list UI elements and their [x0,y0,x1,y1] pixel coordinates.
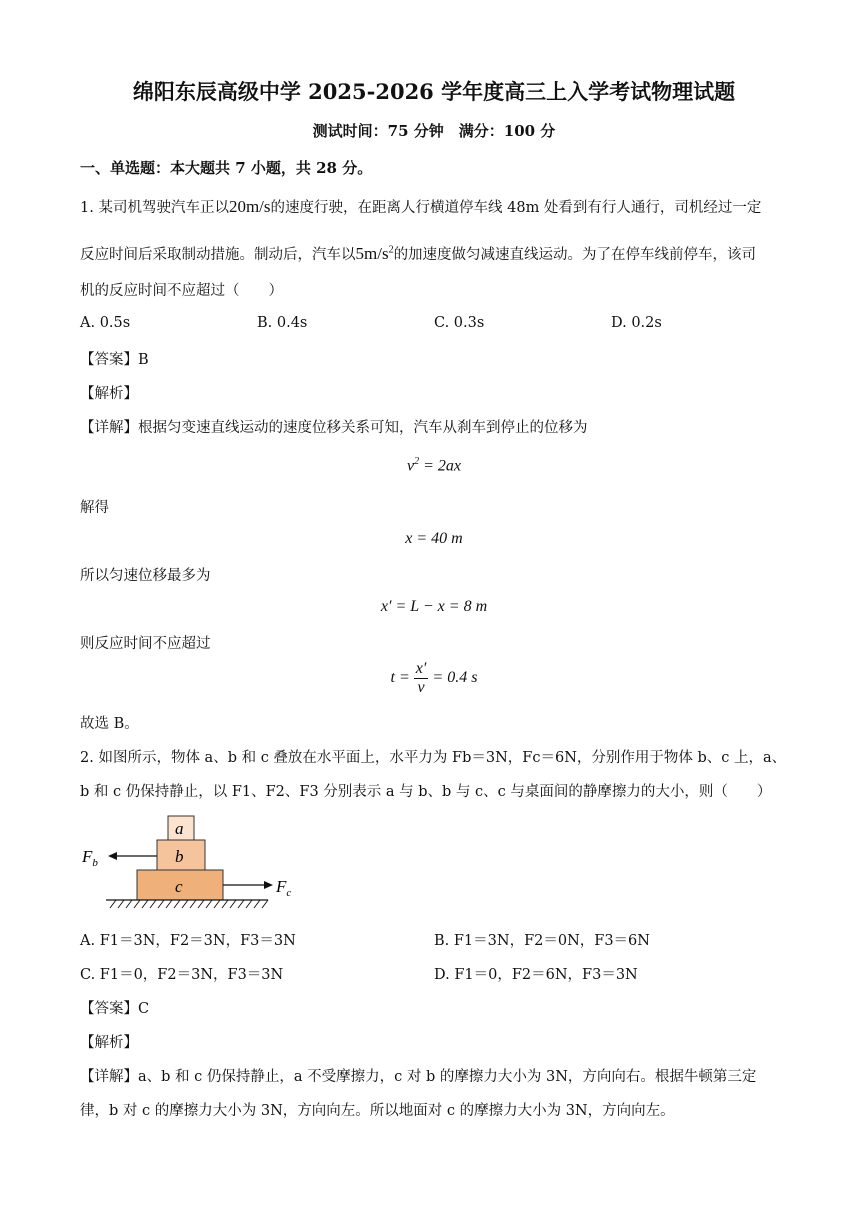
q2-option-a: A. F1＝3N，F2＝3N，F3＝3N [80,933,296,949]
q2-line-2: b 和 c 仍保持静止，以 F1、F2、F3 分别表示 a 与 b、b 与 c、c 与桌面间的静摩擦力的大小，则（ ） [80,784,772,800]
section-heading: 一、单选题：本大题共 7 小题，共 28 分。 [80,159,373,177]
q1-uniform: 所以匀速位移最多为 [80,568,211,584]
q1-reaction: 则反应时间不应超过 [80,636,211,652]
q1-equation-2: x = 40 m [405,530,463,547]
q2-option-b: B. F1＝3N，F2＝0N，F3＝6N [434,933,650,949]
q1-equation-3: x′ = L − x = 8 m [380,598,488,615]
q2-line-1: 2. 如图所示，物体 a、b 和 c 叠放在水平面上，水平力为 Fb＝3N，Fc＝6N，分别作用于物体 b、c 上，a、 [80,750,787,766]
q2-detail-1: 【详解】a、b 和 c 仍保持静止，a 不受摩擦力，c 对 b 的摩擦力大小为 3N，方向向右。根据牛顿第三定 [80,1069,757,1085]
force-b-label [81,847,98,869]
q1-text: 的加速度做匀减速直线运动。为了在停车线前停车，该司 [393,247,757,263]
force-b-arrowhead [108,852,117,860]
block-a-label: a [175,819,184,838]
force-b-symbol: F [82,847,93,866]
q2-figure [78,812,308,914]
page-title: 绵阳东辰高级中学 2025-2026 学年度高三上入学考试物理试题 [132,79,736,104]
q1-accel-value: 5m/s [355,244,389,263]
q2-detail-2: 律，b 对 c 的摩擦力大小为 3N，方向向左。所以地面对 c 的摩擦力大小为 3N，方向向左。 [80,1103,675,1119]
force-c-subscript: c [286,887,292,899]
q1-option-b: B. 0.4s [257,315,308,331]
q1-conclusion: 故选 B。 [80,716,139,732]
eq-numerator: x′ [415,660,427,677]
q1-option-c: C. 0.3s [434,315,485,331]
q1-detail: 【详解】根据匀变速直线运动的速度位移关系可知，汽车从刹车到停止的位移为 [80,420,588,436]
q1-answer: 【答案】B [80,352,149,368]
eq-fraction [414,660,429,696]
q1-equation-4 [0,660,868,696]
exam-info: 测试时间：75 分钟 满分：100 分 [312,122,556,140]
q2-option-d: D. F1＝0，F2＝6N，F3＝3N [434,967,638,983]
q2-answer: 【答案】C [80,1001,150,1017]
force-b-subscript: b [92,857,98,869]
q1-option-d: D. 0.2s [611,315,662,331]
eq-rhs: = 2ax [419,457,461,475]
q1-equation-1 [0,456,868,475]
eq-lhs: t = [390,668,410,686]
q1-line-1 [80,196,761,217]
q1-option-a: A. 0.5s [80,315,131,331]
eq-rhs: = 0.4 s [432,668,478,686]
force-c-symbol: F [276,877,287,896]
q2-analysis: 【解析】 [80,1035,138,1051]
q1-text: 1. 某司机驾驶汽车正以 [80,200,229,216]
eq-denominator: v [417,678,425,696]
ground-hatch [110,900,268,908]
eq-exp: 2 [414,456,420,467]
q1-accel-exp: 2 [388,244,394,256]
q1-speed: 20m/s [228,197,271,216]
q1-analysis: 【解析】 [80,386,138,402]
q1-text: 反应时间后采取制动措施。制动后，汽车以 [80,247,356,263]
force-c-label [275,877,291,899]
block-c-label: c [175,877,183,896]
q1-accel [356,244,394,263]
block-b-label: b [175,847,184,866]
q1-line-3: 机的反应时间不应超过（ ） [80,283,283,299]
q1-solve: 解得 [80,500,109,516]
q1-text: 的速度行驶，在距离人行横道停车线 48m 处看到有行人通行，司机经过一定 [270,200,762,216]
eq-var: v [406,457,415,475]
q2-option-c: C. F1＝0，F2＝3N，F3＝3N [80,967,284,983]
force-c-arrowhead [264,881,273,889]
q1-line-2 [80,243,756,264]
